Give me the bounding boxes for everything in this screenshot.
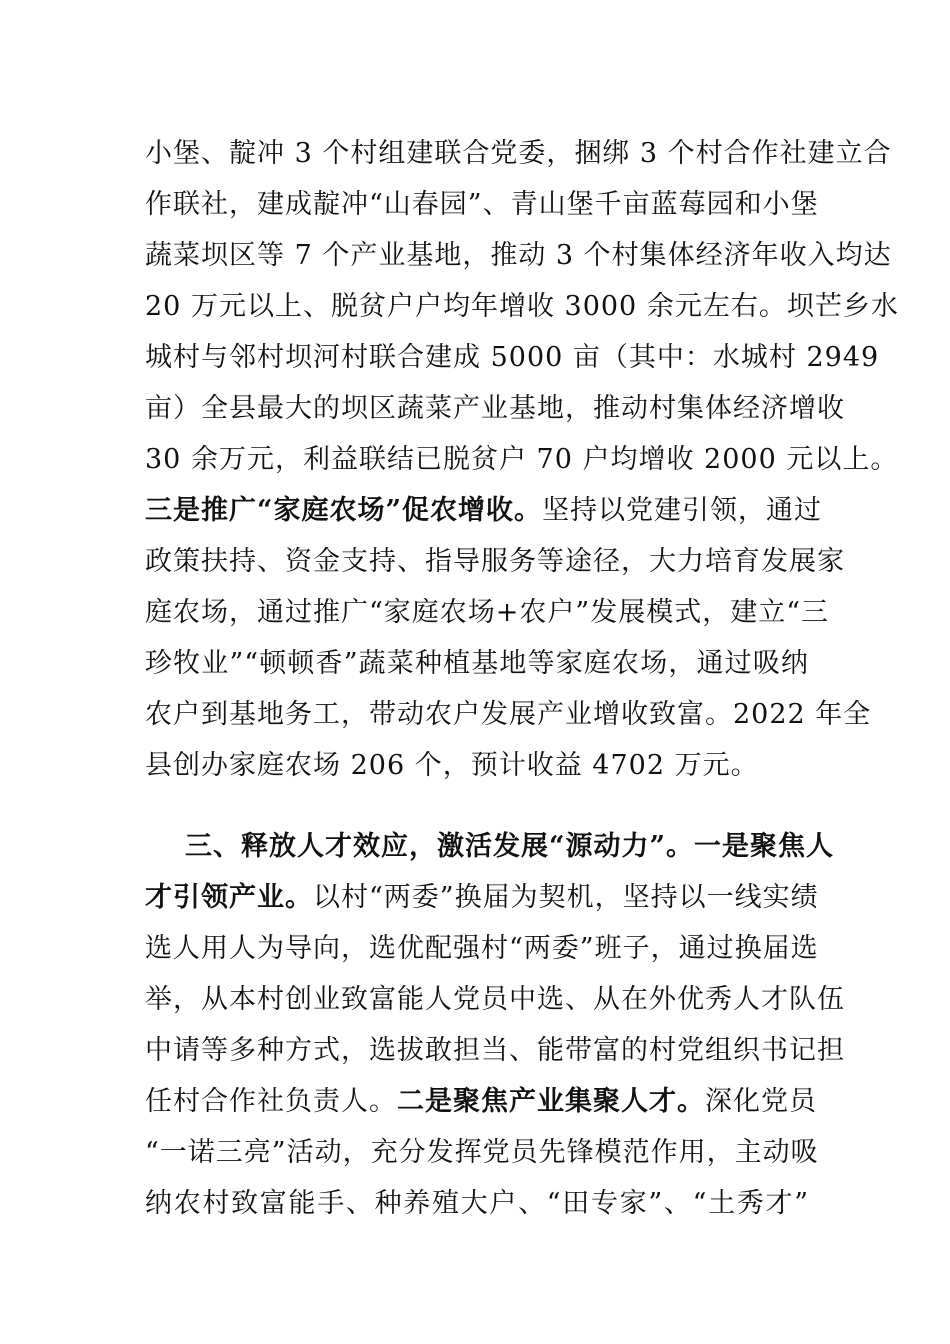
text-line: 选人用人为导向，选优配强村“两委”班子，通过换届选 bbox=[145, 933, 819, 964]
text-line: 蔬菜坝区等 7 个产业基地，推动 3 个村集体经济年收入均达 bbox=[145, 240, 892, 271]
section-heading-bold: 三、释放人才效应，激活发展“源动力”。一是聚焦人 bbox=[185, 831, 835, 862]
text-line: 农户到基地务工，带动农户发展产业增收致富。2022 年全 bbox=[145, 699, 872, 730]
text-line: 小堡、靛冲 3 个村组建联合党委，捆绑 3 个村合作社建立合 bbox=[145, 138, 892, 169]
text-line: 珍牧业”“顿顿香”蔬菜种植基地等家庭农场，通过吸纳 bbox=[145, 648, 809, 679]
paragraph-talent-effect bbox=[145, 821, 845, 1229]
paragraph-cooperative-bases bbox=[145, 128, 899, 485]
section-heading-bold: 才引领产业。 bbox=[145, 882, 313, 913]
text-run: 坚持以党建引领，通过 bbox=[542, 495, 823, 526]
paragraph-spacer bbox=[145, 791, 809, 821]
text-line bbox=[145, 485, 823, 536]
text-line: 城村与邻村坝河村联合建成 5000 亩（其中：水城村 2949 bbox=[145, 342, 880, 373]
section-heading-bold: 三是推广“家庭农场”促农增收。 bbox=[145, 495, 543, 526]
text-line: 20 万元以上、脱贫户户均年增收 3000 余元左右。坝芒乡水 bbox=[145, 291, 899, 322]
text-line bbox=[145, 872, 819, 923]
text-line: 纳农村致富能手、种养殖大户、“田专家”、“土秀才” bbox=[145, 1188, 809, 1219]
section-heading-bold: 二是聚焦产业集聚人才。 bbox=[397, 1086, 705, 1117]
text-line: 举，从本村创业致富能人党员中选、从在外优秀人才队伍 bbox=[145, 984, 845, 1015]
text-line: 中请等多种方式，选拔敢担当、能带富的村党组织书记担 bbox=[145, 1035, 845, 1066]
text-run: 以村“两委”换届为契机，坚持以一线实绩 bbox=[313, 882, 819, 913]
text-run: 深化党员 bbox=[705, 1086, 817, 1117]
text-line: 30 余万元，利益联结已脱贫户 70 户均增收 2000 元以上。 bbox=[145, 444, 899, 475]
text-line bbox=[145, 1076, 817, 1127]
text-line: “一诺三亮”活动，充分发挥党员先锋模范作用，主动吸 bbox=[145, 1137, 819, 1168]
text-line: 政策扶持、资金支持、指导服务等途径，大力培育发展家 bbox=[145, 546, 845, 577]
text-line: 县创办家庭农场 206 个，预计收益 4702 万元。 bbox=[145, 750, 759, 781]
text-line: 亩）全县最大的坝区蔬菜产业基地，推动村集体经济增收 bbox=[145, 393, 845, 424]
text-line: 庭农场，通过推广“家庭农场+农户”发展模式，建立“三 bbox=[145, 597, 830, 628]
text-line: 作联社，建成靛冲“山春园”、青山堡千亩蓝莓园和小堡 bbox=[145, 189, 819, 220]
text-run: 任村合作社负责人。 bbox=[145, 1086, 397, 1117]
document-page bbox=[145, 128, 899, 1229]
paragraph-family-farms bbox=[145, 485, 872, 791]
